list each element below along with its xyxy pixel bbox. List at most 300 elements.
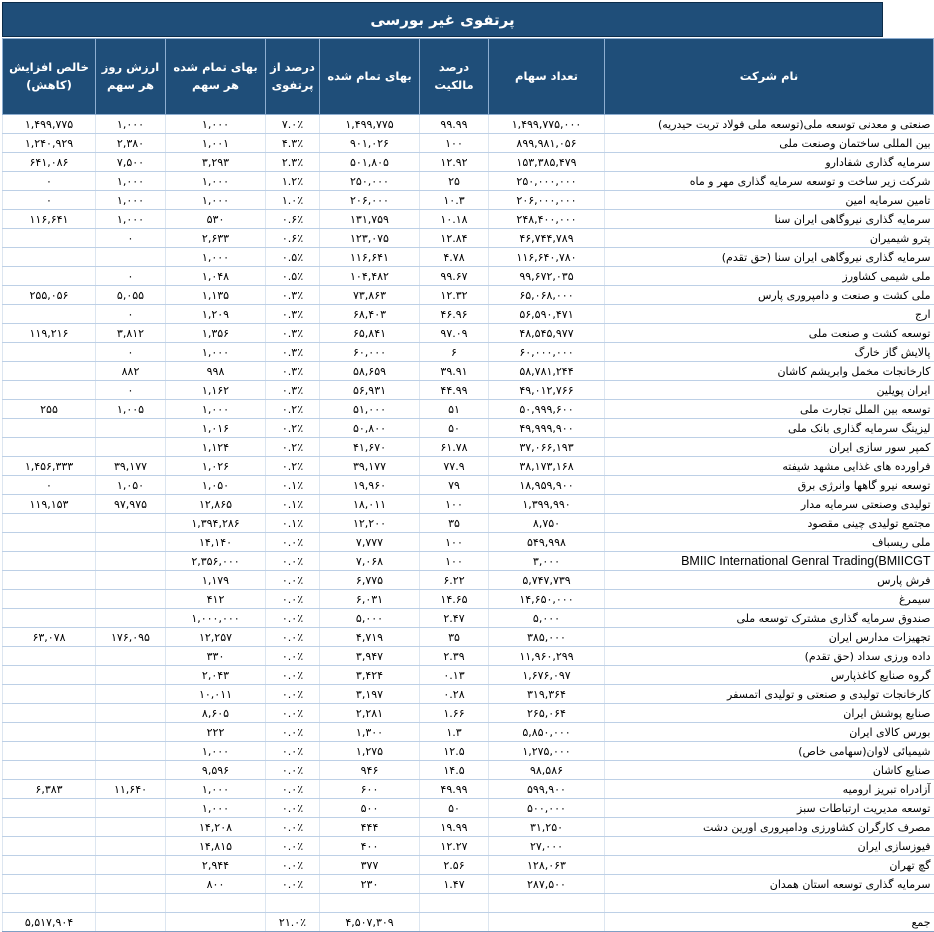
cell-net-change xyxy=(3,723,96,742)
table-row xyxy=(3,704,934,723)
cell-cost: ۷,۰۶۸ xyxy=(320,552,420,571)
cell-day-value: ۵,۰۵۵ xyxy=(96,286,166,305)
cell-unit-cost: ۱۰,۰۱۱ xyxy=(166,685,266,704)
cell-unit-cost: ۱,۰۰۰ xyxy=(166,780,266,799)
table-row xyxy=(3,343,934,362)
cell-company: BMIIC International Genral Trading(BMIICGT xyxy=(605,552,934,571)
cell-shares: ۱,۳۹۹,۹۹۰ xyxy=(489,495,605,514)
cell-cost: ۵۸,۶۵۹ xyxy=(320,362,420,381)
cell-shares: ۲۷,۰۰۰ xyxy=(489,837,605,856)
cell-company: فرش پارس xyxy=(605,571,934,590)
cell-shares: ۱,۲۷۵,۰۰۰ xyxy=(489,742,605,761)
cell-company: سرمایه گذاری نیروگاهی ایران سنا xyxy=(605,210,934,229)
cell-unit-cost: ۱,۰۲۶ xyxy=(166,457,266,476)
cell-net-change xyxy=(3,362,96,381)
table-row xyxy=(3,419,934,438)
cell-shares: ۱۵۳,۳۸۵,۴۷۹ xyxy=(489,153,605,172)
cell-shares: ۲۸۷,۵۰۰ xyxy=(489,875,605,894)
total-ownership xyxy=(420,913,489,932)
cell-cost: ۴,۷۱۹ xyxy=(320,628,420,647)
cell-portfolio-pct: ۰.۰٪ xyxy=(266,780,320,799)
cell-day-value xyxy=(96,685,166,704)
cell-net-change xyxy=(3,742,96,761)
table-row xyxy=(3,742,934,761)
table-row xyxy=(3,248,934,267)
cell-shares: ۸۹۹,۹۸۱,۰۵۶ xyxy=(489,134,605,153)
cell-net-change xyxy=(3,685,96,704)
cell-ownership: ۱۰.۳ xyxy=(420,191,489,210)
cell-portfolio-pct: ۰.۶٪ xyxy=(266,210,320,229)
cell-net-change xyxy=(3,704,96,723)
cell-portfolio-pct: ۰.۶٪ xyxy=(266,229,320,248)
cell-company: کمپر سور سازی ایران xyxy=(605,438,934,457)
cell-cost: ۱,۳۰۰ xyxy=(320,723,420,742)
cell-company: سرمایه گذاری نیروگاهی ایران سنا (حق تقدم) xyxy=(605,248,934,267)
cell-company: تامین سرمایه امین xyxy=(605,191,934,210)
cell-day-value: ۱۷۶,۰۹۵ xyxy=(96,628,166,647)
cell-day-value: ۱۱,۶۴۰ xyxy=(96,780,166,799)
cell-portfolio-pct: ۰.۳٪ xyxy=(266,286,320,305)
table-row xyxy=(3,305,934,324)
cell-day-value: ۷,۵۰۰ xyxy=(96,153,166,172)
cell-ownership: ۱۹.۹۹ xyxy=(420,818,489,837)
cell-portfolio-pct: ۰.۰٪ xyxy=(266,704,320,723)
cell-net-change xyxy=(3,381,96,400)
cell-portfolio-pct: ۰.۱٪ xyxy=(266,476,320,495)
cell-cost: ۲,۲۸۱ xyxy=(320,704,420,723)
cell-cost: ۷,۷۷۷ xyxy=(320,533,420,552)
cell-day-value xyxy=(96,856,166,875)
cell-cost: ۵۰۱,۸۰۵ xyxy=(320,153,420,172)
cell-company: تجهیزات مدارس ایران xyxy=(605,628,934,647)
cell-shares: ۴۹,۹۹۹,۹۰۰ xyxy=(489,419,605,438)
cell-unit-cost: ۱,۱۶۲ xyxy=(166,381,266,400)
cell-cost: ۲۳۰ xyxy=(320,875,420,894)
cell-cost: ۳۹,۱۷۷ xyxy=(320,457,420,476)
cell-ownership: ۴۶.۹۶ xyxy=(420,305,489,324)
cell-shares: ۵۹۹,۹۰۰ xyxy=(489,780,605,799)
table-row xyxy=(3,495,934,514)
table-row xyxy=(3,229,934,248)
cell-portfolio-pct: ۰.۰٪ xyxy=(266,647,320,666)
cell-day-value xyxy=(96,837,166,856)
cell-portfolio-pct: ۰.۰٪ xyxy=(266,533,320,552)
cell-cost: ۵,۰۰۰ xyxy=(320,609,420,628)
cell-ownership: ۵۰ xyxy=(420,799,489,818)
cell-shares: ۵,۰۰۰ xyxy=(489,609,605,628)
table-row xyxy=(3,666,934,685)
cell-shares: ۶۵,۰۶۸,۰۰۰ xyxy=(489,286,605,305)
cell-ownership: ۱۴.۶۵ xyxy=(420,590,489,609)
table-row xyxy=(3,856,934,875)
cell-unit-cost: ۸۰۰ xyxy=(166,875,266,894)
header-net-change: خالص افزایش (کاهش) xyxy=(3,39,96,115)
cell-portfolio-pct: ۰.۰٪ xyxy=(266,856,320,875)
table-row xyxy=(3,381,934,400)
cell-company: توسعه کشت و صنعت ملی xyxy=(605,324,934,343)
cell-unit-cost: ۲,۰۴۳ xyxy=(166,666,266,685)
cell-company: ایران پویلین xyxy=(605,381,934,400)
cell-portfolio-pct: ۰.۲٪ xyxy=(266,438,320,457)
cell-shares: ۳۸,۱۷۳,۱۶۸ xyxy=(489,457,605,476)
cell-ownership: ۱۴.۵ xyxy=(420,761,489,780)
cell-unit-cost: ۲,۳۵۶,۰۰۰ xyxy=(166,552,266,571)
cell-ownership: ۹۹.۶۷ xyxy=(420,267,489,286)
cell-unit-cost: ۱,۰۰۰ xyxy=(166,400,266,419)
cell-cost: ۱۹,۹۶۰ xyxy=(320,476,420,495)
cell-portfolio-pct: ۰.۵٪ xyxy=(266,267,320,286)
cell-shares: ۳۸۵,۰۰۰ xyxy=(489,628,605,647)
cell-net-change: ۱۱۹,۲۱۶ xyxy=(3,324,96,343)
cell-ownership: ۷۹ xyxy=(420,476,489,495)
cell-cost: ۱۱۶,۶۴۱ xyxy=(320,248,420,267)
cell-portfolio-pct: ۰.۳٪ xyxy=(266,343,320,362)
cell-day-value xyxy=(96,571,166,590)
cell-portfolio-pct: ۰.۰٪ xyxy=(266,666,320,685)
cell-company: مجتمع تولیدی چینی مقصود xyxy=(605,514,934,533)
cell-cost: ۵۱,۰۰۰ xyxy=(320,400,420,419)
cell-cost: ۳۷۷ xyxy=(320,856,420,875)
cell-unit-cost: ۱,۰۰۰ xyxy=(166,191,266,210)
cell-day-value xyxy=(96,742,166,761)
cell-ownership: ۱۰۰ xyxy=(420,552,489,571)
cell-portfolio-pct: ۰.۱٪ xyxy=(266,495,320,514)
cell-net-change xyxy=(3,875,96,894)
cell-shares: ۵۸,۷۸۱,۲۴۴ xyxy=(489,362,605,381)
cell-net-change: ۶,۳۸۳ xyxy=(3,780,96,799)
cell-ownership: ۲۵ xyxy=(420,172,489,191)
cell-day-value xyxy=(96,799,166,818)
cell-cost: ۳,۴۲۴ xyxy=(320,666,420,685)
cell-cost: ۵۰۰ xyxy=(320,799,420,818)
cell-portfolio-pct: ۰.۰٪ xyxy=(266,875,320,894)
cell-ownership: ۴۴.۹۹ xyxy=(420,381,489,400)
cell-unit-cost: ۱۴,۱۴۰ xyxy=(166,533,266,552)
cell-net-change xyxy=(3,609,96,628)
cell-ownership: ۹۷.۰۹ xyxy=(420,324,489,343)
header-shares: تعداد سهام xyxy=(489,39,605,115)
table-row xyxy=(3,134,934,153)
cell-company: ملی ریسباف xyxy=(605,533,934,552)
cell-day-value: ۱,۰۰۰ xyxy=(96,191,166,210)
table-row xyxy=(3,723,934,742)
cell-portfolio-pct: ۰.۰٪ xyxy=(266,799,320,818)
cell-ownership: ۱.۴۷ xyxy=(420,875,489,894)
cell-shares: ۳۱۹,۳۶۴ xyxy=(489,685,605,704)
cell-day-value: ۳۹,۱۷۷ xyxy=(96,457,166,476)
table-row xyxy=(3,628,934,647)
cell-unit-cost: ۱,۰۱۶ xyxy=(166,419,266,438)
cell-cost: ۹۴۶ xyxy=(320,761,420,780)
cell-ownership: ۱۰۰ xyxy=(420,495,489,514)
cell-net-change: ۱,۴۹۹,۷۷۵ xyxy=(3,115,96,134)
cell-shares: ۴۸,۵۴۵,۹۷۷ xyxy=(489,324,605,343)
table-row xyxy=(3,761,934,780)
cell-unit-cost: ۳۳۰ xyxy=(166,647,266,666)
cell-unit-cost: ۱,۰۵۰ xyxy=(166,476,266,495)
cell-net-change xyxy=(3,248,96,267)
cell-unit-cost: ۱۲,۲۵۷ xyxy=(166,628,266,647)
cell-net-change xyxy=(3,514,96,533)
cell-cost: ۲۰۶,۰۰۰ xyxy=(320,191,420,210)
cell-cost: ۷۳,۸۶۳ xyxy=(320,286,420,305)
cell-company: آزادراه تبریز ارومیه xyxy=(605,780,934,799)
cell-cost: ۳,۱۹۷ xyxy=(320,685,420,704)
cell-portfolio-pct: ۰.۲٪ xyxy=(266,457,320,476)
cell-unit-cost: ۱,۳۹۴,۲۸۶ xyxy=(166,514,266,533)
cell-company: فیوزسازی ایران xyxy=(605,837,934,856)
cell-unit-cost: ۱۴,۸۱۵ xyxy=(166,837,266,856)
cell-net-change: ۰ xyxy=(3,476,96,495)
cell-shares: ۱,۶۷۶,۰۹۷ xyxy=(489,666,605,685)
cell-company: شرکت زیر ساخت و توسعه سرمایه گذاری مهر و ماه xyxy=(605,172,934,191)
cell-day-value: ۱,۰۰۰ xyxy=(96,210,166,229)
cell-net-change: ۱۱۶,۶۴۱ xyxy=(3,210,96,229)
cell-company: بین المللی ساختمان وصنعت ملی xyxy=(605,134,934,153)
total-unit-cost xyxy=(166,913,266,932)
cell-portfolio-pct: ۰.۰٪ xyxy=(266,723,320,742)
cell-portfolio-pct: ۰.۳٪ xyxy=(266,381,320,400)
cell-day-value: ۱,۰۰۰ xyxy=(96,172,166,191)
cell-unit-cost: ۱,۰۰۰ xyxy=(166,248,266,267)
cell-company: سرمایه گذاری توسعه استان همدان xyxy=(605,875,934,894)
table-row xyxy=(3,191,934,210)
table-title: پرتفوی غیر بورسی xyxy=(2,2,883,37)
cell-net-change xyxy=(3,552,96,571)
cell-shares: ۸,۷۵۰ xyxy=(489,514,605,533)
cell-portfolio-pct: ۲.۳٪ xyxy=(266,153,320,172)
cell-net-change: ۲۵۵,۰۵۶ xyxy=(3,286,96,305)
total-day-value xyxy=(96,913,166,932)
cell-portfolio-pct: ۰.۰٪ xyxy=(266,685,320,704)
table-row xyxy=(3,875,934,894)
cell-net-change: ۰ xyxy=(3,172,96,191)
total-net-change: ۵,۵۱۷,۹۰۴ xyxy=(3,913,96,932)
cell-day-value xyxy=(96,552,166,571)
table-row xyxy=(3,324,934,343)
cell-company: مصرف کارگران کشاورزی ودامپروری اورین دشت xyxy=(605,818,934,837)
cell-ownership: ۱۲.۵ xyxy=(420,742,489,761)
cell-ownership: ۴۹.۹۹ xyxy=(420,780,489,799)
cell-cost: ۱۸,۰۱۱ xyxy=(320,495,420,514)
cell-unit-cost: ۱,۰۰۰ xyxy=(166,115,266,134)
cell-cost: ۴۱,۶۷۰ xyxy=(320,438,420,457)
cell-shares: ۱,۴۹۹,۷۷۵,۰۰۰ xyxy=(489,115,605,134)
cell-day-value xyxy=(96,647,166,666)
cell-company: سیمرغ xyxy=(605,590,934,609)
cell-ownership: ۶.۲۲ xyxy=(420,571,489,590)
cell-net-change xyxy=(3,571,96,590)
cell-day-value xyxy=(96,875,166,894)
cell-day-value xyxy=(96,609,166,628)
cell-company: ملی کشت و صنعت و دامپروری پارس xyxy=(605,286,934,305)
cell-portfolio-pct: ۰.۰٪ xyxy=(266,609,320,628)
cell-shares: ۲۶۵,۰۶۴ xyxy=(489,704,605,723)
cell-company: ملی شیمی کشاورز xyxy=(605,267,934,286)
cell-unit-cost: ۱,۳۵۶ xyxy=(166,324,266,343)
cell-ownership: ۹۹.۹۹ xyxy=(420,115,489,134)
cell-shares: ۵۶,۵۹۰,۴۷۱ xyxy=(489,305,605,324)
cell-shares: ۵,۸۵۰,۰۰۰ xyxy=(489,723,605,742)
cell-unit-cost: ۱۲,۸۶۵ xyxy=(166,495,266,514)
cell-net-change xyxy=(3,267,96,286)
total-row xyxy=(3,913,934,932)
cell-net-change xyxy=(3,761,96,780)
cell-net-change xyxy=(3,590,96,609)
cell-unit-cost: ۱,۲۰۹ xyxy=(166,305,266,324)
cell-company: پالایش گاز خارگ xyxy=(605,343,934,362)
cell-unit-cost: ۳,۲۹۳ xyxy=(166,153,266,172)
cell-ownership: ۰.۱۳ xyxy=(420,666,489,685)
table-row xyxy=(3,286,934,305)
cell-unit-cost: ۱,۰۰۰ xyxy=(166,172,266,191)
total-shares xyxy=(489,913,605,932)
cell-shares: ۲۴۸,۴۰۰,۰۰۰ xyxy=(489,210,605,229)
cell-shares: ۵۰,۹۹۹,۶۰۰ xyxy=(489,400,605,419)
cell-shares: ۵,۷۴۷,۷۳۹ xyxy=(489,571,605,590)
cell-company: داده ورزی سداد (حق تقدم) xyxy=(605,647,934,666)
cell-day-value: ۰ xyxy=(96,305,166,324)
header-row xyxy=(3,39,934,115)
cell-ownership: ۲.۵۶ xyxy=(420,856,489,875)
cell-ownership: ۵۱ xyxy=(420,400,489,419)
cell-shares: ۱۸,۹۵۹,۹۰۰ xyxy=(489,476,605,495)
cell-cost: ۵۰,۸۰۰ xyxy=(320,419,420,438)
table-row xyxy=(3,837,934,856)
table-row xyxy=(3,210,934,229)
cell-portfolio-pct: ۰.۰٪ xyxy=(266,552,320,571)
cell-unit-cost: ۱,۰۰۱ xyxy=(166,134,266,153)
cell-portfolio-pct: ۱.۰٪ xyxy=(266,191,320,210)
cell-day-value xyxy=(96,533,166,552)
cell-net-change: ۰ xyxy=(3,191,96,210)
cell-cost: ۴۰۰ xyxy=(320,837,420,856)
header-day-value: ارزش روز هر سهم xyxy=(96,39,166,115)
cell-day-value: ۲,۳۸۰ xyxy=(96,134,166,153)
table-row xyxy=(3,438,934,457)
cell-net-change xyxy=(3,229,96,248)
cell-shares: ۳۱,۲۵۰ xyxy=(489,818,605,837)
cell-shares: ۳,۰۰۰ xyxy=(489,552,605,571)
cell-portfolio-pct: ۰.۳٪ xyxy=(266,362,320,381)
cell-cost: ۲۵۰,۰۰۰ xyxy=(320,172,420,191)
cell-cost: ۹۰۱,۰۲۶ xyxy=(320,134,420,153)
cell-cost: ۱۳۱,۷۵۹ xyxy=(320,210,420,229)
cell-day-value: ۱,۰۰۵ xyxy=(96,400,166,419)
cell-ownership: ۶ xyxy=(420,343,489,362)
table-row xyxy=(3,153,934,172)
cell-day-value: ۰ xyxy=(96,381,166,400)
table-row xyxy=(3,571,934,590)
cell-day-value xyxy=(96,248,166,267)
cell-ownership: ۱۰۰ xyxy=(420,533,489,552)
table-row xyxy=(3,780,934,799)
cell-unit-cost: ۴۱۲ xyxy=(166,590,266,609)
cell-company: توسعه مدیریت ارتباطات سبز xyxy=(605,799,934,818)
header-company: نام شرکت xyxy=(605,39,934,115)
cell-unit-cost: ۸,۶۰۵ xyxy=(166,704,266,723)
table-row xyxy=(3,552,934,571)
cell-ownership: ۱۰.۱۸ xyxy=(420,210,489,229)
cell-day-value xyxy=(96,723,166,742)
table-row xyxy=(3,267,934,286)
cell-portfolio-pct: ۰.۲٪ xyxy=(266,400,320,419)
table-row xyxy=(3,647,934,666)
header-unit-cost: بهای تمام شده هر سهم xyxy=(166,39,266,115)
cell-net-change xyxy=(3,305,96,324)
spacer-row xyxy=(3,894,934,913)
cell-portfolio-pct: ۰.۰٪ xyxy=(266,628,320,647)
cell-unit-cost: ۱۴,۲۰۸ xyxy=(166,818,266,837)
cell-net-change: ۲۵۵ xyxy=(3,400,96,419)
cell-portfolio-pct: ۱.۲٪ xyxy=(266,172,320,191)
table-row xyxy=(3,362,934,381)
cell-shares: ۲۵۰,۰۰۰,۰۰۰ xyxy=(489,172,605,191)
cell-company: تولیدی وصنعتی سرمایه مدار xyxy=(605,495,934,514)
table-row xyxy=(3,590,934,609)
cell-cost: ۶۰۰ xyxy=(320,780,420,799)
cell-day-value xyxy=(96,704,166,723)
cell-shares: ۹۸,۵۸۶ xyxy=(489,761,605,780)
cell-cost: ۵۶,۹۳۱ xyxy=(320,381,420,400)
cell-ownership: ۴.۷۸ xyxy=(420,248,489,267)
cell-company: گچ تهران xyxy=(605,856,934,875)
cell-ownership: ۷۷.۹ xyxy=(420,457,489,476)
cell-cost: ۱,۲۷۵ xyxy=(320,742,420,761)
cell-company: گروه صنایع کاغذپارس xyxy=(605,666,934,685)
table-row xyxy=(3,400,934,419)
cell-portfolio-pct: ۰.۱٪ xyxy=(266,514,320,533)
cell-ownership: ۱۲.۸۴ xyxy=(420,229,489,248)
cell-cost: ۶,۷۷۵ xyxy=(320,571,420,590)
cell-unit-cost: ۱,۱۲۴ xyxy=(166,438,266,457)
total-label: جمع xyxy=(605,913,934,932)
cell-cost: ۴۴۴ xyxy=(320,818,420,837)
cell-portfolio-pct: ۰.۰٪ xyxy=(266,837,320,856)
cell-cost: ۱,۴۹۹,۷۷۵ xyxy=(320,115,420,134)
table-row xyxy=(3,609,934,628)
cell-day-value xyxy=(96,514,166,533)
cell-cost: ۱۲,۲۰۰ xyxy=(320,514,420,533)
cell-unit-cost: ۵۳۰ xyxy=(166,210,266,229)
cell-unit-cost: ۲,۹۴۴ xyxy=(166,856,266,875)
cell-day-value: ۰ xyxy=(96,267,166,286)
cell-day-value: ۰ xyxy=(96,229,166,248)
cell-ownership: ۲.۴۷ xyxy=(420,609,489,628)
cell-portfolio-pct: ۰.۳٪ xyxy=(266,324,320,343)
cell-unit-cost: ۱,۰۰۰ xyxy=(166,343,266,362)
cell-net-change xyxy=(3,799,96,818)
cell-day-value xyxy=(96,590,166,609)
table-row xyxy=(3,818,934,837)
cell-portfolio-pct: ۷.۰٪ xyxy=(266,115,320,134)
cell-net-change: ۱,۲۴۰,۹۲۹ xyxy=(3,134,96,153)
cell-day-value xyxy=(96,666,166,685)
total-portfolio-pct: ۲۱.۰٪ xyxy=(266,913,320,932)
cell-day-value: ۰ xyxy=(96,343,166,362)
cell-company: کارخانجات مخمل وابریشم کاشان xyxy=(605,362,934,381)
cell-day-value: ۳,۸۱۲ xyxy=(96,324,166,343)
cell-cost: ۱۰۴,۴۸۲ xyxy=(320,267,420,286)
cell-net-change xyxy=(3,647,96,666)
cell-shares: ۳۷,۰۶۶,۱۹۳ xyxy=(489,438,605,457)
cell-net-change xyxy=(3,856,96,875)
cell-day-value: ۸۸۲ xyxy=(96,362,166,381)
cell-portfolio-pct: ۴.۳٪ xyxy=(266,134,320,153)
portfolio-table xyxy=(2,38,934,932)
table-row xyxy=(3,799,934,818)
cell-company: صنایع پوشش ایران xyxy=(605,704,934,723)
